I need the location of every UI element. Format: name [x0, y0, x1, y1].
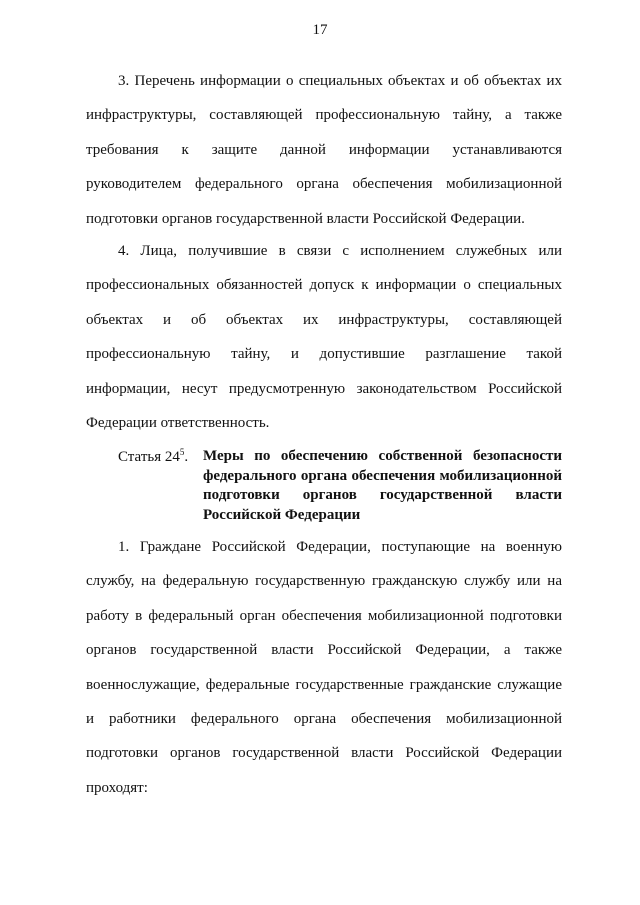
article-paragraph-1: 1. Граждане Российской Федерации, поступающие на военную службу, на федеральную государственную гражданскую службу или на работу в федеральный орган обеспечения мобилизационной подготовки органов государственной власти Российской Федерации, а также военнослужащие, федеральные государственные гражданские служащие и работники федерального органа обеспечения мобилизационной подготовки органов государственной власти Российской Федерации проходят: — [86, 539, 562, 796]
article-label — [86, 447, 203, 525]
article-label-text: Статья 24 — [118, 449, 180, 465]
paragraph-3: 3. Перечень информации о специальных объектах и об объектах их инфраструктуры, составляющей профессиональную тайну, а также требования к защите данной информации устанавливаются руководителем федерального органа обеспечения мобилизационной подготовки органов государственной власти Российской Федерации. — [86, 73, 562, 227]
article-label-suffix: . — [184, 449, 189, 465]
article-label-superscript: 5 — [179, 447, 185, 457]
paragraph-4: 4. Лица, получившие в связи с исполнением служебных или профессиональных обязанностей допуск к информации о специальных объектах и об объектах их инфраструктуры, составляющей профессиональную тайну, и допустившие разглашение такой информации, несут предусмотренную законодательством Российской Федерации ответственность. — [86, 243, 562, 432]
page-number: 17 — [312, 22, 328, 38]
article-heading — [86, 447, 562, 525]
article-title: Меры по обеспечению собственной безопасности федерального органа обеспечения мобилизационной подготовки органов государственной власти Российской Федерации — [203, 448, 562, 523]
